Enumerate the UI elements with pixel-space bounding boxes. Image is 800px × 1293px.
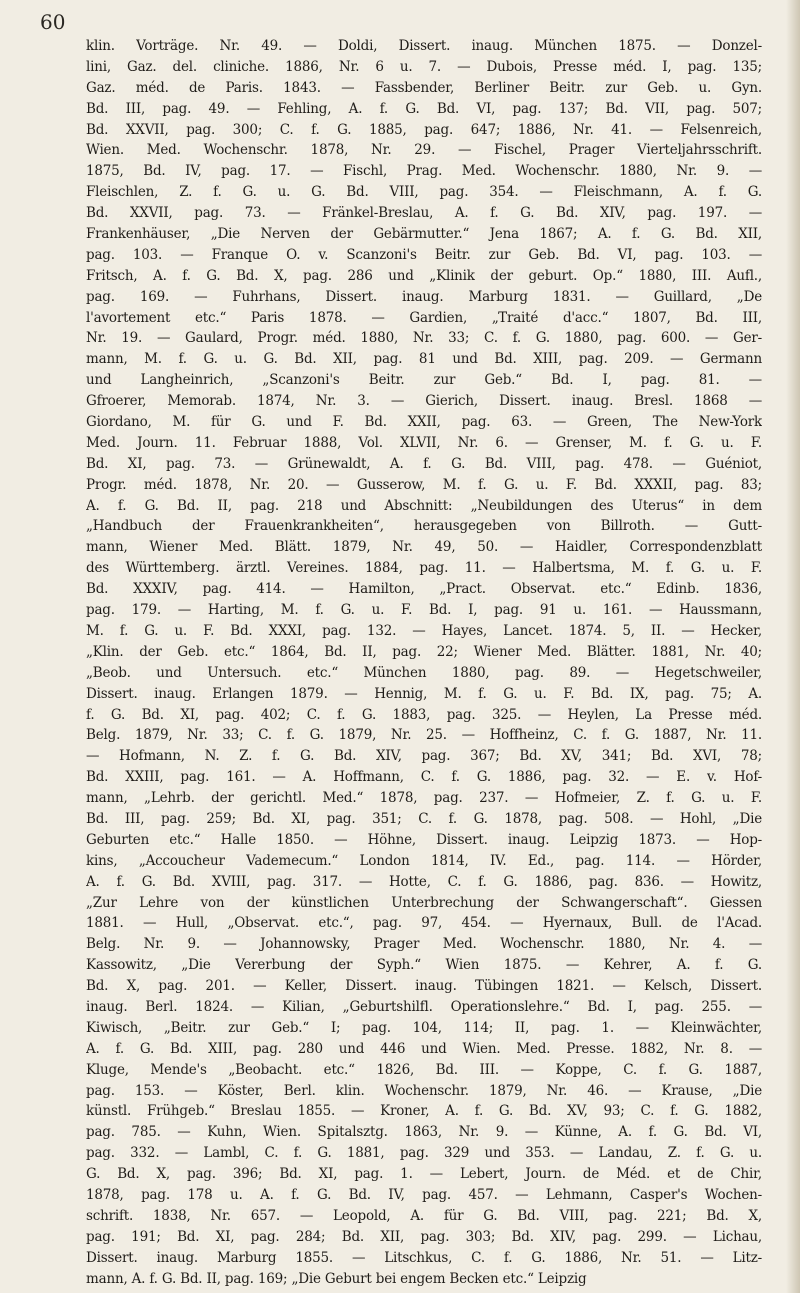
text-line: Bd. XXVII, pag. 73. — Fränkel-Breslau, A. f. G. Bd. XIV, pag. 197. — — [86, 205, 762, 222]
text-line: Wien. Med. Wochenschr. 1878, Nr. 29. — Fischel, Prager Vierteljahrsschrift. — [86, 142, 762, 159]
text-line: A. f. G. Bd. XIII, pag. 280 und 446 und Wien. Med. Presse. 1882, Nr. 8. — — [86, 1040, 762, 1057]
text-line: 1881. — Hull, „Observat. etc.“, pag. 97, 454. — Hyernaux, Bull. de l'Acad. — [86, 915, 762, 932]
text-line: Gfroerer, Memorab. 1874, Nr. 3. — Gierich, Dissert. inaug. Bresl. 1868 — — [86, 393, 762, 410]
text-line: „Zur Lehre von der künstlichen Unterbrechung der Schwangerschaft“. Giessen — [86, 894, 762, 911]
text-line: Fleischlen, Z. f. G. u. G. Bd. VIII, pag. 354. — Fleischmann, A. f. G. — [86, 184, 762, 201]
text-line: „Klin. der Geb. etc.“ 1864, Bd. II, pag. 22; Wiener Med. Blätter. 1881, Nr. 40; — [86, 643, 762, 660]
text-line: G. Bd. X, pag. 396; Bd. XI, pag. 1. — Lebert, Journ. de Méd. et de Chir, — [86, 1166, 762, 1183]
text-line: künstl. Frühgeb.“ Breslau 1855. — Kroner, A. f. G. Bd. XV, 93; C. f. G. 1882, — [86, 1103, 762, 1120]
text-line: Bd. XXVII, pag. 300; C. f. G. 1885, pag. 647; 1886, Nr. 41. — Felsenreich, — [86, 121, 762, 138]
text-line: f. G. Bd. XI, pag. 402; C. f. G. 1883, pag. 325. — Heylen, La Presse méd. — [86, 706, 762, 723]
text-line: Belg. 1879, Nr. 33; C. f. G. 1879, Nr. 25. — Hoffheinz, C. f. G. 1887, Nr. 11. — [86, 727, 762, 744]
text-line: pag. 169. — Fuhrhans, Dissert. inaug. Marburg 1831. — Guillard, „De — [86, 288, 762, 305]
text-line: pag. 785. — Kuhn, Wien. Spitalsztg. 1863, Nr. 9. — Künne, A. f. G. Bd. VI, — [86, 1124, 762, 1141]
text-line: kins, „Accoucheur Vademecum.“ London 1814, IV. Ed., pag. 114. — Hörder, — [86, 852, 762, 869]
text-line: lini, Gaz. del. cliniche. 1886, Nr. 6 u. 7. — Dubois, Presse méd. I, pag. 135; — [86, 58, 762, 75]
text-line: l'avortement etc.“ Paris 1878. — Gardien, „Traité d'acc.“ 1807, Bd. III, — [86, 309, 762, 326]
text-line: schrift. 1838, Nr. 657. — Leopold, A. für G. Bd. VIII, pag. 221; Bd. X, — [86, 1207, 762, 1224]
text-line: 1875, Bd. IV, pag. 17. — Fischl, Prag. Med. Wochenschr. 1880, Nr. 9. — — [86, 163, 762, 180]
text-line: mann, „Lehrb. der gerichtl. Med.“ 1878, pag. 237. — Hofmeier, Z. f. G. u. F. — [86, 790, 762, 807]
text-line: klin. Vorträge. Nr. 49. — Doldi, Dissert. inaug. München 1875. — Donzel- — [86, 38, 762, 54]
text-line: des Württemberg. ärztl. Vereines. 1884, pag. 11. — Halbertsma, M. f. G. u. F. — [86, 560, 762, 577]
text-line: pag. 103. — Franque O. v. Scanzoni's Beitr. zur Geb. Bd. VI, pag. 103. — — [86, 246, 762, 263]
page-number: 60 — [40, 10, 66, 34]
text-line: und Langheinrich, „Scanzoni's Beitr. zur Geb.“ Bd. I, pag. 81. — — [86, 372, 762, 389]
text-line: „Handbuch der Frauenkrankheiten“, herausgegeben von Billroth. — Gutt- — [86, 518, 762, 535]
text-line: Med. Journ. 11. Februar 1888, Vol. XLVII, Nr. 6. — Grenser, M. f. G. u. F. — [86, 434, 762, 451]
page-edge-shadow — [786, 0, 800, 1293]
text-line: Bd. X, pag. 201. — Keller, Dissert. inaug. Tübingen 1821. — Kelsch, Dissert. — [86, 978, 762, 995]
text-line: Progr. méd. 1878, Nr. 20. — Gusserow, M. f. G. u. F. Bd. XXXII, pag. 83; — [86, 476, 762, 493]
text-line: Frankenhäuser, „Die Nerven der Gebärmutter.“ Jena 1867; A. f. G. Bd. XII, — [86, 226, 762, 243]
text-line: A. f. G. Bd. II, pag. 218 und Abschnitt: „Neubildungen des Uterus“ in dem — [86, 497, 762, 514]
text-line: A. f. G. Bd. XVIII, pag. 317. — Hotte, C. f. G. 1886, pag. 836. — Howitz, — [86, 873, 762, 890]
text-line: pag. 191; Bd. XI, pag. 284; Bd. XII, pag. 303; Bd. XIV, pag. 299. — Lichau, — [86, 1228, 762, 1245]
text-line: 1878, pag. 178 u. A. f. G. Bd. IV, pag. 457. — Lehmann, Casper's Wochen- — [86, 1186, 762, 1203]
text-line: pag. 332. — Lambl, C. f. G. 1881, pag. 329 und 353. — Landau, Z. f. G. u. — [86, 1145, 762, 1162]
text-line: Giordano, M. für G. und F. Bd. XXII, pag. 63. — Green, The New-York — [86, 414, 762, 431]
text-line: Dissert. inaug. Marburg 1855. — Litschkus, C. f. G. 1886, Nr. 51. — Litz- — [86, 1249, 762, 1266]
text-line: Belg. Nr. 9. — Johannowsky, Prager Med. Wochenschr. 1880, Nr. 4. — — [86, 936, 762, 953]
text-line: inaug. Berl. 1824. — Kilian, „Geburtshilfl. Operationslehre.“ Bd. I, pag. 255. — — [86, 998, 762, 1015]
text-line: — Hofmann, N. Z. f. G. Bd. XIV, pag. 367; Bd. XV, 341; Bd. XVI, 78; — [86, 748, 762, 765]
text-line: Bd. XXIII, pag. 161. — A. Hoffmann, C. f. G. 1886, pag. 32. — E. v. Hof- — [86, 769, 762, 786]
text-line: Kluge, Mende's „Beobacht. etc.“ 1826, Bd. III. — Koppe, C. f. G. 1887, — [86, 1061, 762, 1078]
text-line: Bd. III, pag. 259; Bd. XI, pag. 351; C. f. G. 1878, pag. 508. — Hohl, „Die — [86, 810, 762, 827]
text-line: mann, M. f. G. u. G. Bd. XII, pag. 81 und Bd. XIII, pag. 209. — Germann — [86, 351, 762, 368]
text-line: „Beob. und Untersuch. etc.“ München 1880, pag. 89. — Hegetschweiler, — [86, 664, 762, 681]
text-line: Gaz. méd. de Paris. 1843. — Fassbender, Berliner Beitr. zur Geb. u. Gyn. — [86, 79, 762, 96]
text-line: Bd. XI, pag. 73. — Grünewaldt, A. f. G. Bd. VIII, pag. 478. — Guéniot, — [86, 455, 762, 472]
text-line: Bd. XXXIV, pag. 414. — Hamilton, „Pract. Observat. etc.“ Edinb. 1836, — [86, 581, 762, 598]
text-line: pag. 153. — Köster, Berl. klin. Wochenschr. 1879, Nr. 46. — Krause, „Die — [86, 1082, 762, 1099]
text-line: Bd. III, pag. 49. — Fehling, A. f. G. Bd. VI, pag. 137; Bd. VII, pag. 507; — [86, 100, 762, 117]
text-line: Dissert. inaug. Erlangen 1879. — Hennig, M. f. G. u. F. Bd. IX, pag. 75; A. — [86, 685, 762, 702]
text-line: Kassowitz, „Die Vererbung der Syph.“ Wien 1875. — Kehrer, A. f. G. — [86, 957, 762, 974]
text-line: pag. 179. — Harting, M. f. G. u. F. Bd. I, pag. 91 u. 161. — Haussmann, — [86, 602, 762, 619]
text-line: M. f. G. u. F. Bd. XXXI, pag. 132. — Hayes, Lancet. 1874. 5, II. — Hecker, — [86, 622, 762, 639]
text-line: mann, Wiener Med. Blätt. 1879, Nr. 49, 50. — Haidler, Correspondenzblatt — [86, 539, 762, 556]
text-line: mann, A. f. G. Bd. II, pag. 169; „Die Geburt bei engem Becken etc.“ Leipzig — [86, 1270, 587, 1287]
text-line: Geburten etc.“ Halle 1850. — Höhne, Dissert. inaug. Leipzig 1873. — Hop- — [86, 831, 762, 848]
text-line: Fritsch, A. f. G. Bd. X, pag. 286 und „Klinik der geburt. Op.“ 1880, III. Aufl., — [86, 267, 762, 284]
bibliography-text — [86, 36, 762, 1289]
text-line: Nr. 19. — Gaulard, Progr. méd. 1880, Nr. 33; C. f. G. 1880, pag. 600. — Ger- — [86, 330, 762, 347]
text-line: Kiwisch, „Beitr. zur Geb.“ I; pag. 104, 114; II, pag. 1. — Kleinwächter, — [86, 1019, 762, 1036]
